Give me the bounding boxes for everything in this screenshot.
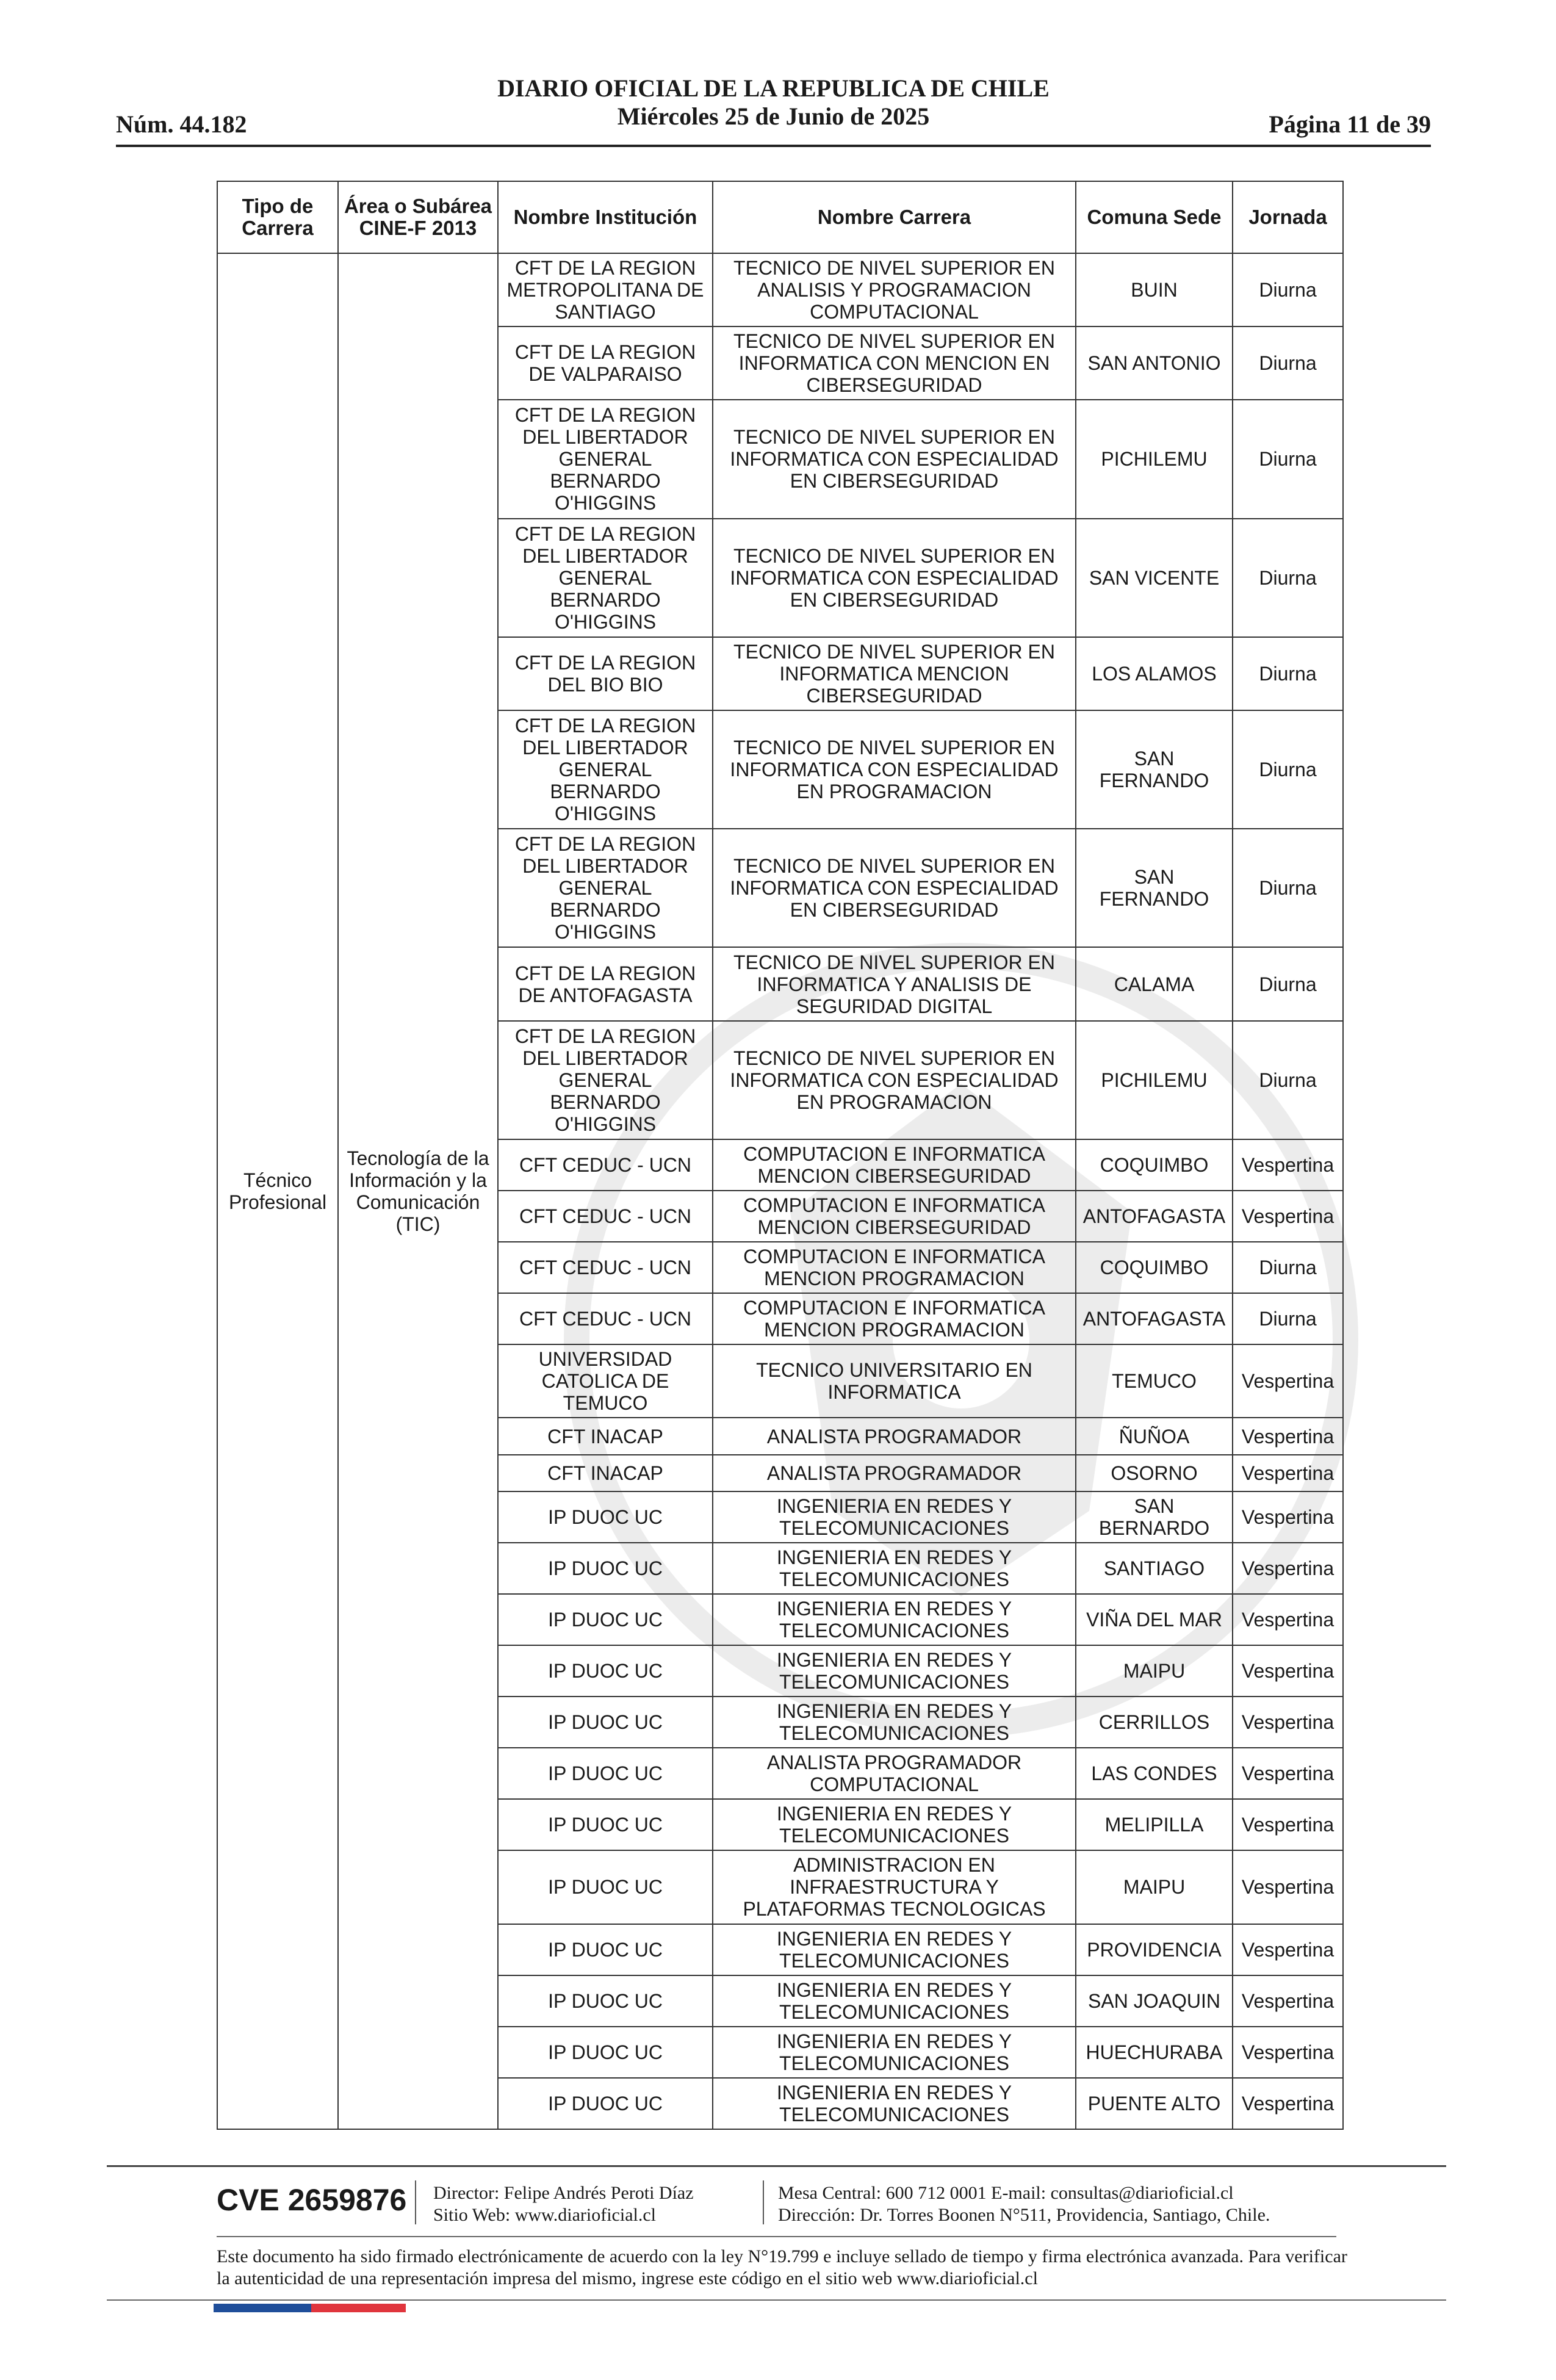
cell-carrera: INGENIERIA EN REDES Y TELECOMUNICACIONES	[713, 1799, 1076, 1850]
cell-jornada: Vespertina	[1233, 1697, 1343, 1748]
cell-jornada: Diurna	[1233, 519, 1343, 637]
issue-number: Núm. 44.182	[116, 110, 247, 138]
cell-comuna: VIÑA DEL MAR	[1076, 1594, 1233, 1645]
header-area: Área o Subárea CINE-F 2013	[338, 181, 498, 253]
cell-comuna: OSORNO	[1076, 1455, 1233, 1491]
header-carrera: Nombre Carrera	[713, 181, 1076, 253]
publication-title: DIARIO OFICIAL DE LA REPUBLICA DE CHILE	[497, 74, 1050, 102]
cell-carrera: INGENIERIA EN REDES Y TELECOMUNICACIONES	[713, 1543, 1076, 1594]
cell-jornada: Diurna	[1233, 710, 1343, 829]
cell-comuna: LAS CONDES	[1076, 1748, 1233, 1799]
cell-institucion: CFT DE LA REGION DE VALPARAISO	[498, 326, 713, 400]
cell-comuna: PROVIDENCIA	[1076, 1924, 1233, 1975]
publication-date: Miércoles 25 de Junio de 2025	[617, 103, 930, 130]
cell-comuna: MELIPILLA	[1076, 1799, 1233, 1850]
table-body	[217, 253, 1343, 2129]
cell-carrera: TECNICO DE NIVEL SUPERIOR EN ANALISIS Y PROGRAMACION COMPUTACIONAL	[713, 253, 1076, 326]
careers-table	[217, 181, 1344, 2130]
website: Sitio Web: www.diarioficial.cl	[433, 2205, 657, 2225]
cell-institucion: IP DUOC UC	[498, 1924, 713, 1975]
cell-comuna: SAN FERNANDO	[1076, 710, 1233, 829]
cell-carrera: ANALISTA PROGRAMADOR	[713, 1418, 1076, 1454]
cell-comuna: SAN JOAQUIN	[1076, 1975, 1233, 2027]
cell-comuna: PUENTE ALTO	[1076, 2078, 1233, 2129]
cell-carrera: COMPUTACION E INFORMATICA MENCION CIBERSEGURIDAD	[713, 1139, 1076, 1191]
cell-carrera: ANALISTA PROGRAMADOR	[713, 1455, 1076, 1491]
cell-comuna: CERRILLOS	[1076, 1697, 1233, 1748]
cell-institucion: CFT CEDUC - UCN	[498, 1191, 713, 1242]
cell-comuna: TEMUCO	[1076, 1344, 1233, 1418]
cell-institucion: CFT DE LA REGION DEL LIBERTADOR GENERAL BERNARDO O'HIGGINS	[498, 519, 713, 637]
table-row	[217, 253, 1343, 326]
cell-institucion: IP DUOC UC	[498, 2078, 713, 2129]
cell-comuna: COQUIMBO	[1076, 1139, 1233, 1191]
cell-jornada: Diurna	[1233, 1293, 1343, 1344]
header-jornada: Jornada	[1233, 181, 1343, 253]
footer-divider	[107, 2299, 1446, 2301]
cell-jornada: Vespertina	[1233, 1491, 1343, 1543]
cell-jornada: Vespertina	[1233, 1191, 1343, 1242]
footer-divider	[107, 2165, 1446, 2167]
cell-jornada: Vespertina	[1233, 1850, 1343, 1924]
cell-jornada: Vespertina	[1233, 1455, 1343, 1491]
cve-code: CVE 2659876	[217, 2183, 407, 2217]
phone-email: Mesa Central: 600 712 0001 E-mail: consultas@diarioficial.cl	[778, 2183, 1234, 2203]
cell-carrera: INGENIERIA EN REDES Y TELECOMUNICACIONES	[713, 1697, 1076, 1748]
cell-jornada: Diurna	[1233, 947, 1343, 1020]
cell-carrera: INGENIERIA EN REDES Y TELECOMUNICACIONES	[713, 1975, 1076, 2027]
cell-jornada: Vespertina	[1233, 1594, 1343, 1645]
cell-jornada: Vespertina	[1233, 2078, 1343, 2129]
cell-carrera: TECNICO DE NIVEL SUPERIOR EN INFORMATICA CON ESPECIALIDAD EN CIBERSEGURIDAD	[713, 400, 1076, 518]
cell-institucion: CFT DE LA REGION DEL LIBERTADOR GENERAL BERNARDO O'HIGGINS	[498, 1021, 713, 1139]
cell-comuna: ANTOFAGASTA	[1076, 1293, 1233, 1344]
cell-institucion: CFT DE LA REGION DE ANTOFAGASTA	[498, 947, 713, 1020]
footer-contact-block	[778, 2182, 1270, 2226]
cell-comuna: ANTOFAGASTA	[1076, 1191, 1233, 1242]
cell-comuna: ÑUÑOA	[1076, 1418, 1233, 1454]
cell-carrera: COMPUTACION E INFORMATICA MENCION PROGRAMACION	[713, 1242, 1076, 1293]
cell-institucion: UNIVERSIDAD CATOLICA DE TEMUCO	[498, 1344, 713, 1418]
cell-comuna: BUIN	[1076, 253, 1233, 326]
cell-institucion: IP DUOC UC	[498, 1645, 713, 1697]
cell-carrera: COMPUTACION E INFORMATICA MENCION PROGRAMACION	[713, 1293, 1076, 1344]
cell-carrera: TECNICO DE NIVEL SUPERIOR EN INFORMATICA CON ESPECIALIDAD EN CIBERSEGURIDAD	[713, 829, 1076, 947]
cell-institucion: CFT DE LA REGION DEL LIBERTADOR GENERAL BERNARDO O'HIGGINS	[498, 829, 713, 947]
cell-jornada: Vespertina	[1233, 1975, 1343, 2027]
cell-institucion: IP DUOC UC	[498, 1799, 713, 1850]
cell-jornada: Vespertina	[1233, 1645, 1343, 1697]
cell-institucion: IP DUOC UC	[498, 1491, 713, 1543]
cell-carrera: TECNICO DE NIVEL SUPERIOR EN INFORMATICA MENCION CIBERSEGURIDAD	[713, 637, 1076, 710]
cell-carrera: TECNICO UNIVERSITARIO EN INFORMATICA	[713, 1344, 1076, 1418]
cell-comuna: PICHILEMU	[1076, 400, 1233, 518]
header-comuna: Comuna Sede	[1076, 181, 1233, 253]
cell-carrera: INGENIERIA EN REDES Y TELECOMUNICACIONES	[713, 1924, 1076, 1975]
cell-jornada: Vespertina	[1233, 1543, 1343, 1594]
cell-carrera: INGENIERIA EN REDES Y TELECOMUNICACIONES	[713, 1491, 1076, 1543]
cell-jornada: Vespertina	[1233, 1418, 1343, 1454]
cell-institucion: IP DUOC UC	[498, 1594, 713, 1645]
legal-notice: Este documento ha sido firmado electrónicamente de acuerdo con la ley N°19.799 e incluye sellado de tiempo y firma electrónica avanzada. Para verificar la autenticidad de una representación impresa del mismo, ingrese este código en el sitio web www.diarioficial.cl	[217, 2246, 1347, 2288]
cell-jornada: Vespertina	[1233, 1924, 1343, 1975]
cell-carrera: COMPUTACION E INFORMATICA MENCION CIBERSEGURIDAD	[713, 1191, 1076, 1242]
cell-comuna: PICHILEMU	[1076, 1021, 1233, 1139]
cell-institucion: IP DUOC UC	[498, 1543, 713, 1594]
footer-divider	[217, 2236, 1336, 2237]
flag-stripe-blue	[214, 2304, 311, 2312]
cell-comuna: SAN FERNANDO	[1076, 829, 1233, 947]
cell-jornada: Diurna	[1233, 829, 1343, 947]
page-header	[116, 74, 1431, 147]
footer-director-block	[433, 2182, 694, 2226]
cell-institucion: IP DUOC UC	[498, 1850, 713, 1924]
cell-carrera: INGENIERIA EN REDES Y TELECOMUNICACIONES	[713, 2027, 1076, 2078]
cell-carrera: ADMINISTRACION EN INFRAESTRUCTURA Y PLATAFORMAS TECNOLOGICAS	[713, 1850, 1076, 1924]
cell-jornada: Diurna	[1233, 1242, 1343, 1293]
cell-jornada: Vespertina	[1233, 1748, 1343, 1799]
cell-area: Tecnología de la Información y la Comunicación (TIC)	[338, 253, 498, 2129]
cell-comuna: HUECHURABA	[1076, 2027, 1233, 2078]
cell-institucion: CFT INACAP	[498, 1455, 713, 1491]
cell-comuna: SAN BERNARDO	[1076, 1491, 1233, 1543]
cell-jornada: Diurna	[1233, 400, 1343, 518]
cell-comuna: COQUIMBO	[1076, 1242, 1233, 1293]
cell-carrera: TECNICO DE NIVEL SUPERIOR EN INFORMATICA Y ANALISIS DE SEGURIDAD DIGITAL	[713, 947, 1076, 1020]
cell-carrera: INGENIERIA EN REDES Y TELECOMUNICACIONES	[713, 1594, 1076, 1645]
cell-carrera: TECNICO DE NIVEL SUPERIOR EN INFORMATICA CON ESPECIALIDAD EN PROGRAMACION	[713, 710, 1076, 829]
cell-institucion: CFT CEDUC - UCN	[498, 1293, 713, 1344]
cell-institucion: CFT CEDUC - UCN	[498, 1139, 713, 1191]
careers-table-container	[217, 181, 1342, 2130]
table-header-row	[217, 181, 1343, 253]
cell-institucion: IP DUOC UC	[498, 2027, 713, 2078]
cell-comuna: SAN ANTONIO	[1076, 326, 1233, 400]
header-tipo-carrera: Tipo de Carrera	[217, 181, 338, 253]
cell-institucion: CFT DE LA REGION DEL BIO BIO	[498, 637, 713, 710]
cell-comuna: MAIPU	[1076, 1850, 1233, 1924]
cell-jornada: Vespertina	[1233, 1139, 1343, 1191]
cell-comuna: LOS ALAMOS	[1076, 637, 1233, 710]
cell-carrera: ANALISTA PROGRAMADOR COMPUTACIONAL	[713, 1748, 1076, 1799]
cell-institucion: IP DUOC UC	[498, 1748, 713, 1799]
cell-institucion: CFT INACAP	[498, 1418, 713, 1454]
header-institucion: Nombre Institución	[498, 181, 713, 253]
cell-institucion: CFT DE LA REGION DEL LIBERTADOR GENERAL BERNARDO O'HIGGINS	[498, 400, 713, 518]
page-number: Página 11 de 39	[1269, 110, 1431, 138]
cell-institucion: IP DUOC UC	[498, 1975, 713, 2027]
cell-tipo-carrera: Técnico Profesional	[217, 253, 338, 2129]
cell-carrera: TECNICO DE NIVEL SUPERIOR EN INFORMATICA CON ESPECIALIDAD EN PROGRAMACION	[713, 1021, 1076, 1139]
cell-comuna: SAN VICENTE	[1076, 519, 1233, 637]
footer-separator	[415, 2180, 416, 2224]
cell-carrera: INGENIERIA EN REDES Y TELECOMUNICACIONES	[713, 2078, 1076, 2129]
cell-institucion: CFT DE LA REGION METROPOLITANA DE SANTIAGO	[498, 253, 713, 326]
cell-comuna: CALAMA	[1076, 947, 1233, 1020]
cell-jornada: Diurna	[1233, 253, 1343, 326]
cell-comuna: MAIPU	[1076, 1645, 1233, 1697]
cell-jornada: Diurna	[1233, 637, 1343, 710]
cell-comuna: SANTIAGO	[1076, 1543, 1233, 1594]
cell-carrera: TECNICO DE NIVEL SUPERIOR EN INFORMATICA CON MENCION EN CIBERSEGURIDAD	[713, 326, 1076, 400]
cell-institucion: IP DUOC UC	[498, 1697, 713, 1748]
cell-institucion: CFT CEDUC - UCN	[498, 1242, 713, 1293]
cell-jornada: Vespertina	[1233, 1799, 1343, 1850]
address: Dirección: Dr. Torres Boonen N°511, Providencia, Santiago, Chile.	[778, 2205, 1270, 2225]
cell-jornada: Vespertina	[1233, 1344, 1343, 1418]
cell-jornada: Diurna	[1233, 1021, 1343, 1139]
director-name: Director: Felipe Andrés Peroti Díaz	[433, 2183, 694, 2203]
cell-carrera: TECNICO DE NIVEL SUPERIOR EN INFORMATICA CON ESPECIALIDAD EN CIBERSEGURIDAD	[713, 519, 1076, 637]
cell-carrera: INGENIERIA EN REDES Y TELECOMUNICACIONES	[713, 1645, 1076, 1697]
footer-separator	[763, 2180, 764, 2224]
masthead	[116, 74, 1431, 131]
cell-institucion: CFT DE LA REGION DEL LIBERTADOR GENERAL BERNARDO O'HIGGINS	[498, 710, 713, 829]
flag-stripe-red	[311, 2304, 406, 2312]
cell-jornada: Vespertina	[1233, 2027, 1343, 2078]
cell-jornada: Diurna	[1233, 326, 1343, 400]
